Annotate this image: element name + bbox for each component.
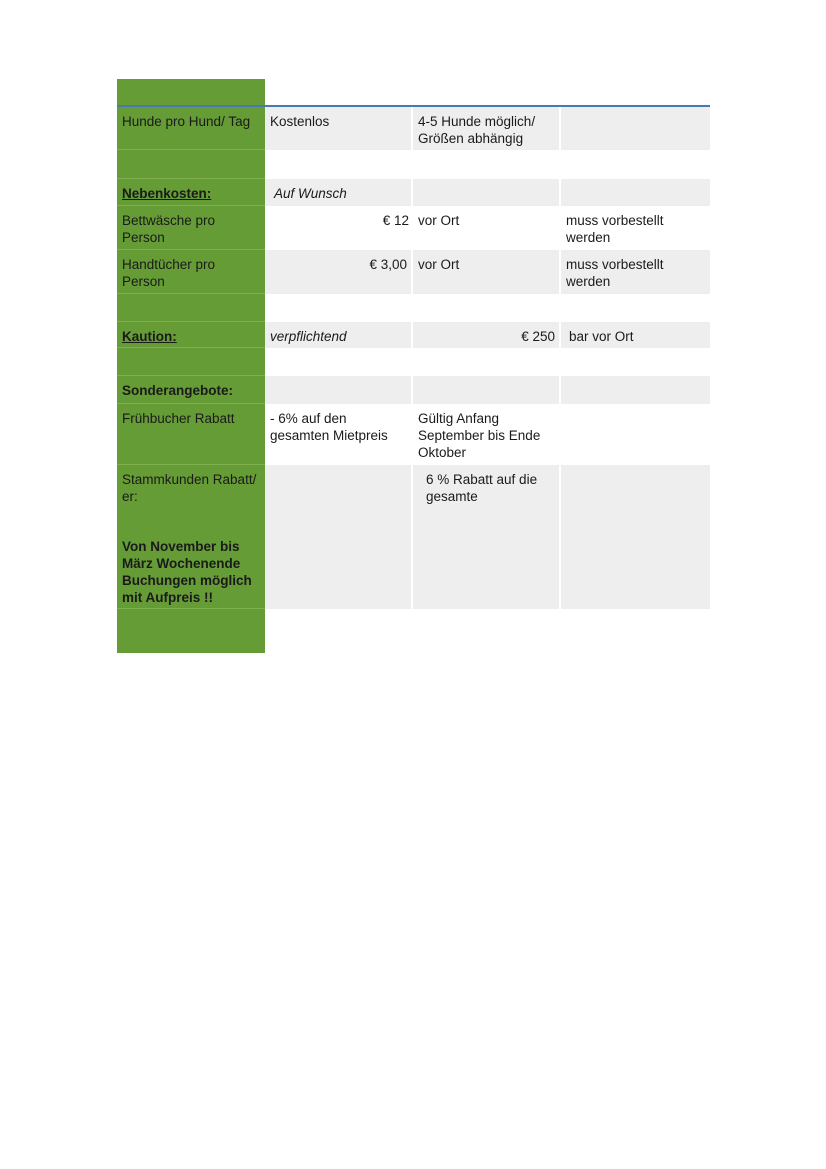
cell-empty [561, 179, 710, 206]
cell-empty [561, 465, 710, 609]
cell-price: € 12 [382, 213, 409, 228]
table-spacer-row [117, 294, 710, 322]
section-heading: Sonderangebote: [117, 376, 265, 404]
winter-booking-note: Von November bis März Wochenende Buchungen möglich mit Aufpreis !! [122, 539, 252, 605]
section-heading: Nebenkosten: [117, 179, 265, 206]
cell-empty [265, 465, 413, 609]
header-divider-line [117, 105, 710, 107]
cell-note: muss vorbestellt werden [566, 213, 664, 245]
table-spacer-row [117, 150, 710, 179]
cell-empty [561, 376, 710, 404]
table-footer-spacer [117, 609, 710, 653]
table-row-sonderangebote [117, 376, 710, 404]
cell-empty [413, 179, 561, 206]
table-header-spacer [117, 79, 710, 106]
green-column-cell [117, 465, 265, 609]
cell-info: 4-5 Hunde möglich/ Größen abhängig [413, 107, 561, 150]
green-column-cell [117, 150, 265, 179]
table-row-bettwaesche [117, 206, 710, 250]
table-row-hunde [117, 107, 710, 150]
cell-empty [561, 404, 710, 465]
cell-note [561, 107, 710, 150]
table-row-fruehbucher [117, 404, 710, 465]
table-row-stammkunden [117, 465, 710, 609]
cell-empty [413, 376, 561, 404]
cell-requirement: verpflichtend [265, 322, 413, 348]
row-label: Bettwäsche pro Person [117, 206, 265, 250]
green-column-cell [117, 609, 265, 653]
table-row-handtuecher [117, 250, 710, 294]
cell-validity: Gültig Anfang September bis Ende Oktober [418, 411, 541, 460]
row-label: Stammkunden Rabatt/ er: [122, 472, 257, 504]
table-row-nebenkosten [117, 179, 710, 206]
cell-discount: 6 % Rabatt auf die gesamte [413, 465, 561, 609]
cell-price: € 250 [413, 322, 561, 348]
cell-option: Auf Wunsch [265, 179, 413, 206]
cell-note: muss vorbestellt werden [561, 250, 710, 294]
green-column-cell [117, 79, 265, 106]
cell-payment: bar vor Ort [561, 322, 710, 348]
green-column-cell [117, 294, 265, 322]
green-column-cell [117, 348, 265, 376]
row-label: Hunde pro Hund/ Tag [117, 107, 265, 150]
cell-price: € 3,00 [265, 250, 413, 294]
cell-location: vor Ort [413, 250, 561, 294]
row-label: Handtücher pro Person [117, 250, 265, 294]
table-spacer-row [117, 348, 710, 376]
cell-location: vor Ort [418, 213, 460, 228]
cell-discount: - 6% auf den gesamten Mietpreis [270, 411, 388, 443]
cell-empty [265, 376, 413, 404]
table-row-kaution [117, 322, 710, 348]
cell-price: Kostenlos [265, 107, 413, 150]
section-heading: Kaution: [117, 322, 265, 348]
row-label: Frühbucher Rabatt [117, 404, 265, 465]
